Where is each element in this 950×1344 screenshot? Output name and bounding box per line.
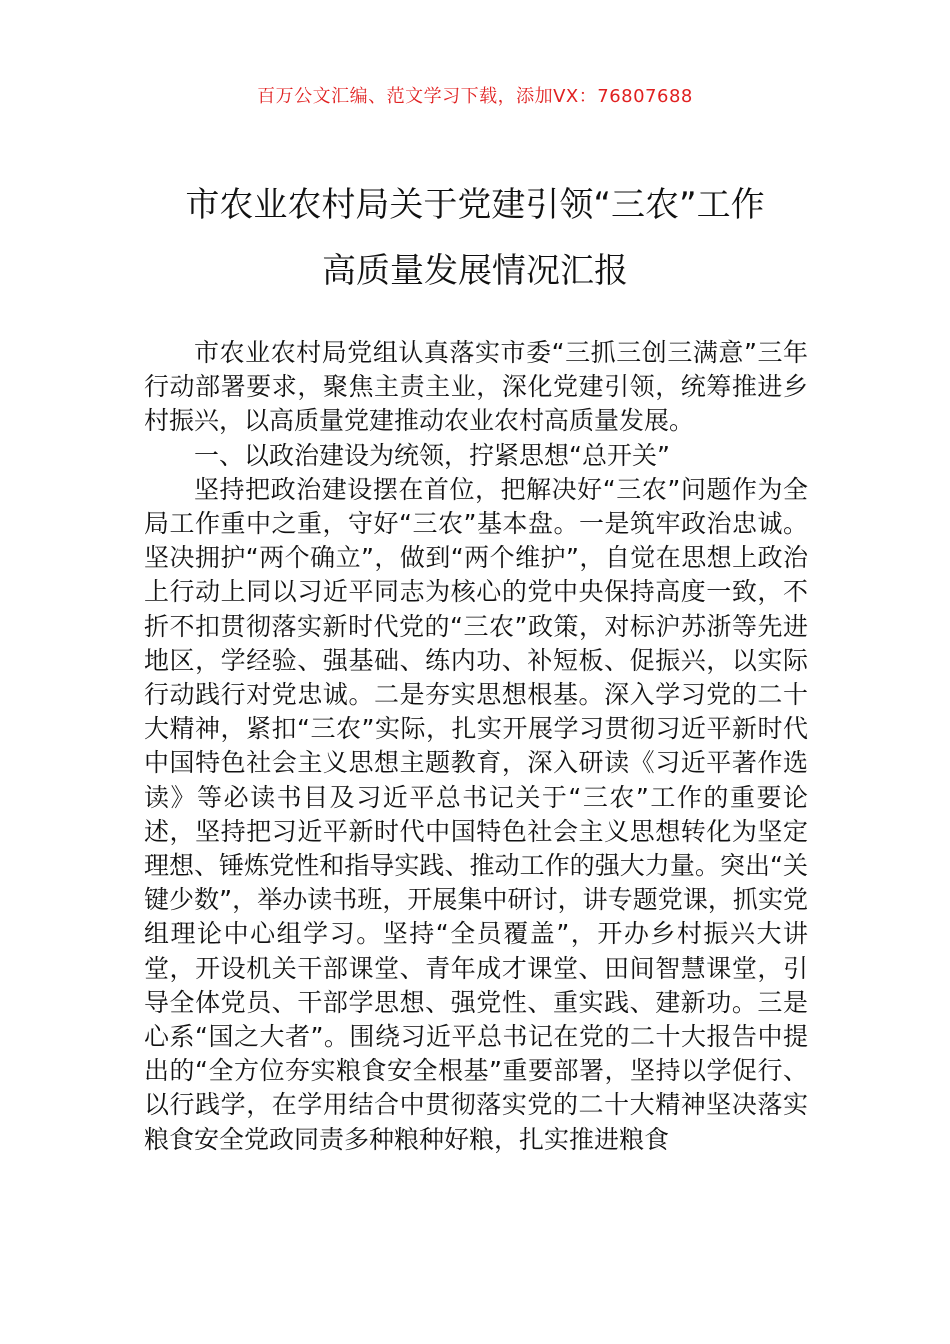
paragraph-intro: 市农业农村局党组认真落实市委“三抓三创三满意”三年行动部署要求，聚焦主责主业，深化党建引领，统筹推进乡村振兴，以高质量党建推动农业农村高质量发展。	[144, 338, 808, 436]
title-line-1: 市农业农村局关于党建引领“三农”工作	[185, 185, 765, 225]
title-line-2: 高质量发展情况汇报	[322, 251, 628, 291]
section-heading-1: 一、以政治建设为统领，拧紧思想“总开关”	[194, 440, 670, 470]
header-watermark-note: 百万公文汇编、范文学习下载，添加VX：76807688	[257, 86, 693, 107]
document-title	[110, 172, 840, 304]
document-body	[144, 336, 808, 1157]
paragraph-section-1: 坚持把政治建设摆在首位，把解决好“三农”问题作为全局工作重中之重，守好“三农”基本盘。一是筑牢政治忠诚。坚决拥护“两个确立”，做到“两个维护”，自觉在思想上政治上行动上同以习近平同志为核心的党中央保持高度一致，不折不扣贯彻落实新时代党的“三农”政策，对标沪苏浙等先进地区，学经验、强基础、练内功、补短板、促振兴，以实际行动践行对党忠诚。二是夯实思想根基。深入学习党的二十大精神，紧扣“三农”实际，扎实开展学习贯彻习近平新时代中国特色社会主义思想主题教育，深入研读《习近平著作选读》等必读书目及习近平总书记关于“三农”工作的重要论述，坚持把习近平新时代中国特色社会主义思想转化为坚定理想、锤炼党性和指导实践、推动工作的强大力量。突出“关键少数”，举办读书班，开展集中研讨，讲专题党课，抓实党组理论中心组学习。坚持“全员覆盖”，开办乡村振兴大讲堂，开设机关干部课堂、青年成才课堂、田间智慧课堂，引导全体党员、干部学思想、强党性、重实践、建新功。三是心系“国之大者”。围绕习近平总书记在党的二十大报告中提出的“全方位夯实粮食安全根基”重要部署，坚持以学促行、以行践学，在学用结合中贯彻落实党的二十大精神坚决落实粮食安全党政同责多种粮种好粮，扎实推进粮食	[144, 474, 808, 1154]
